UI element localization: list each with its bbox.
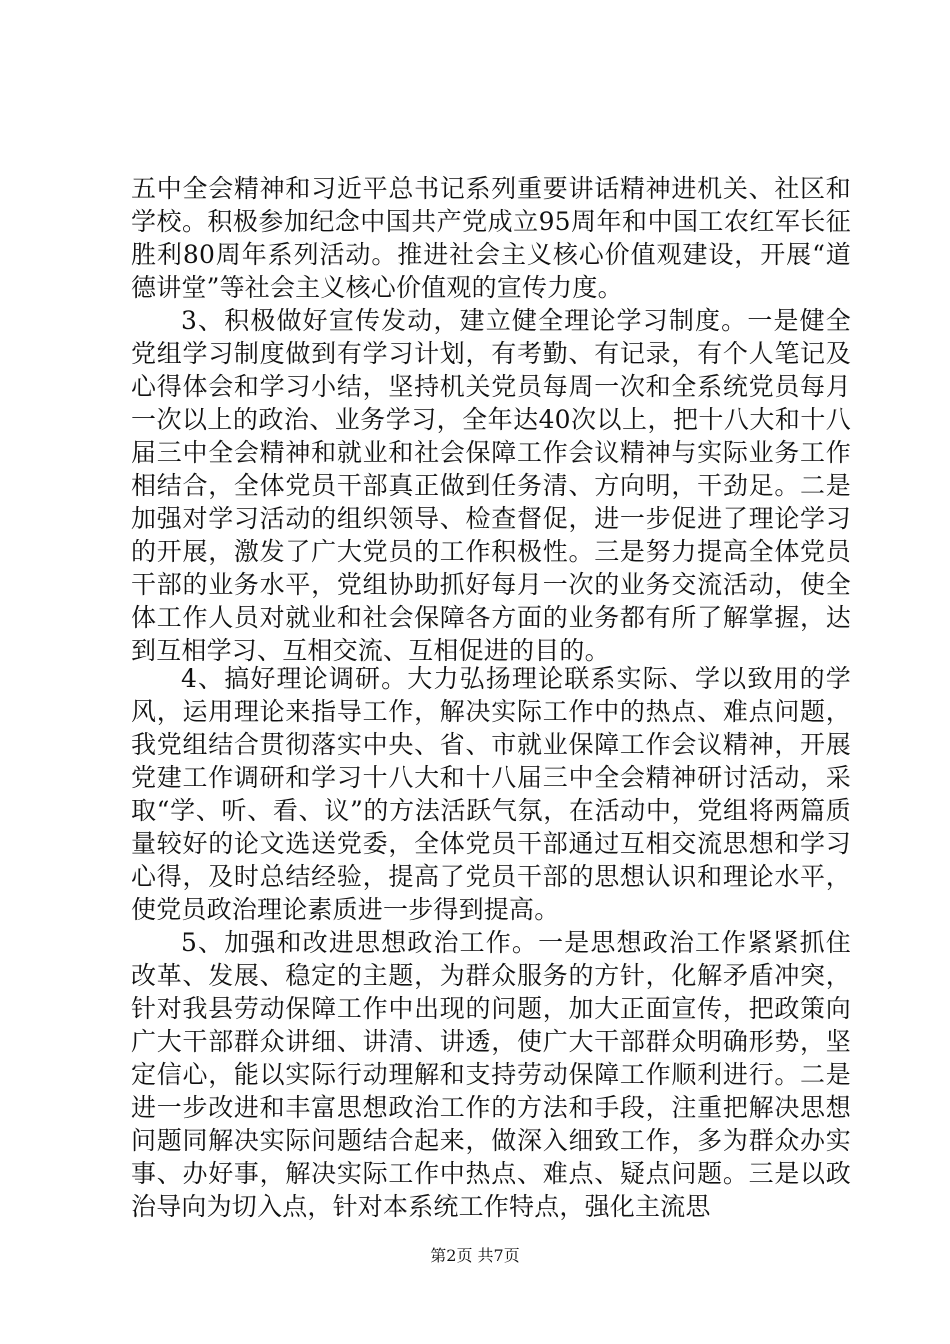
- paragraph-continued: 五中全会精神和习近平总书记系列重要讲话精神进机关、社区和学校。积极参加纪念中国共产党成立95周年和中国工农红军长征胜利80周年系列活动。推进社会主义核心价值观建设，开展“道德讲堂”等社会主义核心价值观的宣传力度。: [131, 174, 851, 302]
- body-text-upper: [131, 172, 851, 667]
- paragraph-item-5: 5、加强和改进思想政治工作。一是思想政治工作紧紧抓住改革、发展、稳定的主题，为群众服务的方针，化解矛盾冲突，针对我县劳动保障工作中出现的问题，加大正面宣传，把政策向广大干部群众讲细、讲清、讲透，使广大干部群众明确形势，坚定信心，能以实际行动理解和支持劳动保障工作顺利进行。二是进一步改进和丰富思想政治工作的方法和手段，注重把解决思想问题同解决实际问题结合起来，做深入细致工作，多为群众办实事、办好事，解决实际工作中热点、难点、疑点问题。三是以政治导向为切入点，针对本系统工作特点，强化主流思: [131, 928, 851, 1221]
- body-text-lower: [131, 662, 851, 1223]
- page-footer: [0, 1246, 950, 1266]
- page-number: 第2页 共7页: [430, 1246, 520, 1265]
- paragraph-item-3: 3、积极做好宣传发动，建立健全理论学习制度。一是健全党组学习制度做到有学习计划，有考勤、有记录，有个人笔记及心得体会和学习小结，坚持机关党员每周一次和全系统党员每月一次以上的政治、业务学习，全年达40次以上，把十八大和十八届三中全会精神和就业和社会保障工作会议精神与实际业务工作相结合，全体党员干部真正做到任务清、方向明，干劲足。二是加强对学习活动的组织领导、检查督促，进一步促进了理论学习的开展，激发了广大党员的工作积极性。三是努力提高全体党员干部的业务水平，党组协助抓好每月一次的业务交流活动，使全体工作人员对就业和社会保障各方面的业务都有所了解掌握，达到互相学习、互相交流、互相促进的目的。: [131, 306, 851, 665]
- paragraph-item-4: 4、搞好理论调研。大力弘扬理论联系实际、学以致用的学风，运用理论来指导工作，解决实际工作中的热点、难点问题，我党组结合贯彻落实中央、省、市就业保障工作会议精神，开展党建工作调研和学习十八大和十八届三中全会精神研讨活动，采取“学、听、看、议”的方法活跃气氛，在活动中，党组将两篇质量较好的论文选送党委，全体党员干部通过互相交流思想和学习心得，及时总结经验，提高了党员干部的思想认识和理论水平，使党员政治理论素质进一步得到提高。: [131, 664, 851, 924]
